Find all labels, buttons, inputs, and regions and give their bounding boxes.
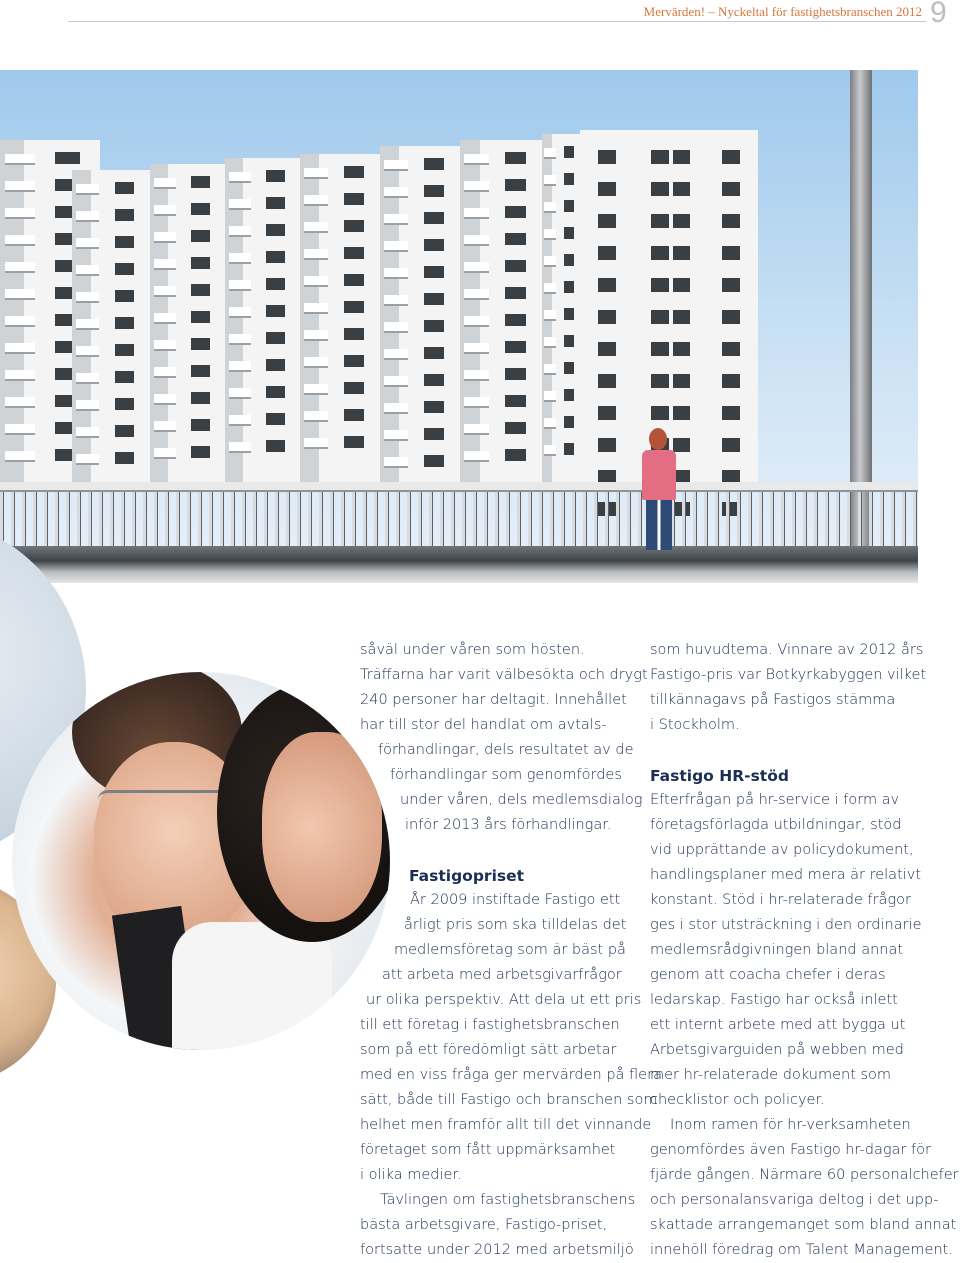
building-block	[225, 158, 300, 490]
text-line: tillkännagavs på Fastigos stämma	[650, 692, 896, 708]
text-line: fjärde gången. Närmare 60 personalchefer	[650, 1167, 959, 1183]
text-line: och personalansvariga deltog i det upp-	[650, 1192, 939, 1208]
text-line: förhandlingar som genomfördes	[390, 767, 622, 783]
heading-hr-stod: Fastigo HR-stöd	[650, 767, 789, 785]
col2-hr	[650, 788, 959, 1263]
text-line: bästa arbetsgivare, Fastigo-priset,	[360, 1217, 608, 1233]
page-number: 9	[930, 0, 947, 29]
building-block	[460, 140, 542, 490]
text-line: vid upprättande av policydokument,	[650, 842, 914, 858]
running-title: Mervärden! – Nyckeltal för fastighetsbranschen 2012	[643, 4, 922, 19]
col1-prize	[0, 888, 662, 1263]
building-block	[542, 134, 582, 490]
text-line: ur olika perspektiv. Att dela ut ett pris	[366, 992, 642, 1008]
bridge-railing	[0, 482, 918, 583]
text-line: Träffarna har varit välbesökta och drygt	[360, 667, 648, 683]
building-block	[72, 170, 150, 490]
col1-intro	[0, 638, 648, 838]
hero-photo	[0, 70, 918, 583]
text-line: som huvudtema. Vinnare av 2012 års	[650, 642, 924, 658]
heading-fastigopriset: Fastigopriset	[409, 867, 525, 885]
text-line: ges i stor utsträckning i den ordinarie	[650, 917, 922, 933]
text-line: årligt pris som ska tilldelas det	[404, 917, 627, 933]
building-block	[380, 146, 460, 490]
text-line: genomfördes även Fastigo hr-dagar för	[650, 1142, 931, 1158]
text-line: i olika medier.	[360, 1167, 462, 1183]
text-line: Fastigo-pris var Botkyrkabyggen vilket	[650, 667, 927, 683]
col2-intro	[650, 638, 926, 738]
text-line: checklistor och policyer.	[650, 1092, 825, 1108]
text-line: innehöll föredrag om Talent Management.	[650, 1242, 953, 1258]
text-line: skattade arrangemanget som bland annat	[650, 1217, 957, 1233]
text-line: medlemsrådgivningen bland annat	[650, 942, 904, 958]
header-rule	[68, 21, 926, 22]
text-line: År 2009 instiftade Fastigo ett	[410, 892, 621, 908]
text-line: att arbeta med arbetsgivarfrågor	[382, 967, 622, 983]
text-line: helhet men framför allt till det vinnande	[360, 1117, 652, 1133]
text-line: under våren, dels medlemsdialog	[400, 792, 643, 808]
text-line: Efterfrågan på hr-service i form av	[650, 792, 900, 808]
building-block	[150, 164, 225, 490]
text-line: 240 personer har deltagit. Innehållet	[360, 692, 627, 708]
text-line: med en viss fråga ger mervärden på flera	[360, 1067, 662, 1083]
walking-woman	[636, 428, 682, 552]
text-line: i Stockholm.	[650, 717, 740, 733]
text-line: fortsatte under 2012 med arbetsmiljö	[360, 1242, 634, 1258]
text-line: Inom ramen för hr-verksamheten	[670, 1117, 911, 1133]
text-line: till ett företag i fastighetsbranschen	[360, 1017, 620, 1033]
text-line: genom att coacha chefer i deras	[650, 967, 886, 983]
text-line: som på ett föredömligt sätt arbetar	[360, 1042, 617, 1058]
text-line: medlemsföretag som är bäst på	[394, 942, 626, 958]
text-line: handlingsplaner med mera är relativt	[650, 867, 922, 883]
text-line: såväl under våren som hösten.	[360, 642, 585, 658]
text-line: företagsförlagda utbildningar, stöd	[650, 817, 902, 833]
building-block	[300, 154, 380, 490]
text-line: ett internt arbete med att bygga ut	[650, 1017, 906, 1033]
text-line: konstant. Stöd i hr-relaterade frågor	[650, 892, 911, 908]
text-line: mer hr-relaterade dokument som	[650, 1067, 892, 1083]
text-line: sätt, både till Fastigo och branschen som	[360, 1092, 658, 1108]
text-line: inför 2013 års förhandlingar.	[405, 817, 612, 833]
text-line: ledarskap. Fastigo har också inlett	[650, 992, 898, 1008]
text-line: Arbetsgivarguiden på webben med	[650, 1042, 904, 1058]
text-line: Tävlingen om fastighetsbranschens	[380, 1192, 636, 1208]
text-line: har till stor del handlat om avtals-	[360, 717, 607, 733]
text-line: företaget som fått uppmärksamhet	[360, 1142, 616, 1158]
text-line: förhandlingar, dels resultatet av de	[378, 742, 634, 758]
